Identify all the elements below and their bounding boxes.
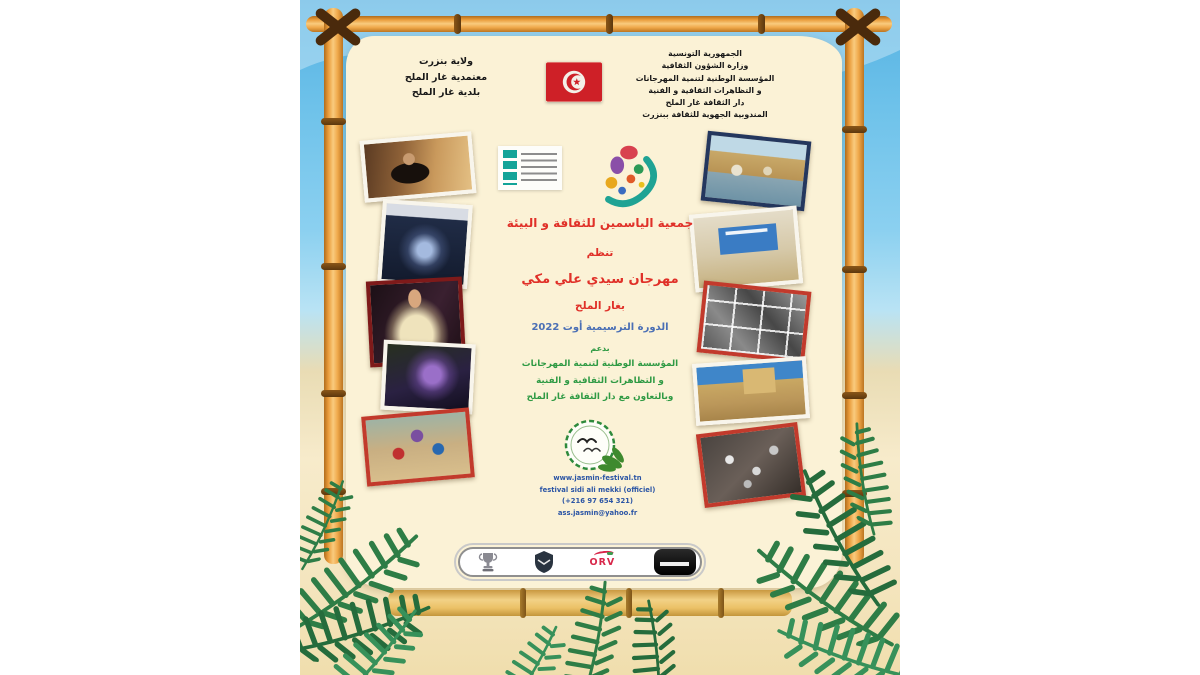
festival-poster xyxy=(300,0,900,675)
photo-night-concert xyxy=(377,199,473,289)
bamboo-node xyxy=(606,14,613,34)
contact-website: www.jasmin-festival.tn xyxy=(553,474,642,482)
ministry-line: وزارة الشؤون الثقافية xyxy=(661,61,749,71)
bamboo-node xyxy=(454,14,461,34)
festival-colorful-logo xyxy=(588,136,666,214)
orv-logo xyxy=(590,557,616,568)
bamboo-node xyxy=(758,14,765,34)
support-line: و التظاهرات الثقافية و الفنية xyxy=(536,376,664,386)
photo-stage-purple-lights xyxy=(380,340,476,415)
orv-logo-text: ORV xyxy=(589,556,616,568)
bamboo-node xyxy=(520,588,526,618)
dark-sponsor-logo xyxy=(654,549,696,575)
contact-email: ass.jasmin@yahoo.fr xyxy=(557,508,638,517)
foundation-logo-text-lines xyxy=(521,153,557,184)
bamboo-frame-top xyxy=(306,16,892,32)
palm-frond xyxy=(774,609,900,675)
ministry-line: و التظاهرات الثقافية و الفنية xyxy=(648,85,762,95)
festival-place: بغار الملح xyxy=(575,300,625,312)
organizes-label: تنظم xyxy=(586,247,614,259)
photo-singer-on-stage xyxy=(360,131,477,203)
jasmine-association-logo xyxy=(562,418,630,476)
bamboo-node xyxy=(718,588,724,618)
support-intro: بدعم xyxy=(590,344,610,353)
festival-name: مهرجان سيدي علي مكي xyxy=(521,272,679,287)
bamboo-node xyxy=(321,390,346,397)
bamboo-node xyxy=(842,266,867,273)
sponsors-bar xyxy=(458,547,702,577)
ministry-line: دار الثقافة غار الملح xyxy=(665,98,745,108)
photo-costume-parade xyxy=(361,407,475,486)
contact-block xyxy=(505,473,690,519)
bamboo-node xyxy=(842,126,867,133)
region-line: ولاية بنزرت xyxy=(419,56,473,67)
photo-culture-house-sign xyxy=(689,205,803,292)
bamboo-node xyxy=(321,118,346,125)
trophy-logo-icon xyxy=(478,551,498,573)
contact-phone: (+216 97 654 321) xyxy=(561,497,634,505)
region-authorities-block xyxy=(366,54,526,101)
ministry-line: المؤسسة الوطنية لتنمية المهرجانات xyxy=(635,73,775,83)
corner-tie-left-icon xyxy=(310,5,366,49)
tunisia-flag xyxy=(546,62,602,102)
bamboo-node xyxy=(842,392,867,399)
shield-logo-icon xyxy=(533,550,555,574)
bamboo-node xyxy=(321,263,346,270)
support-line: المؤسسة الوطنية لتنمية المهرجانات xyxy=(521,359,679,369)
foundation-logo-mark-icon xyxy=(503,150,517,185)
region-line: معتمدية غار الملح xyxy=(404,71,488,83)
region-line: بلدية غار الملح xyxy=(411,87,481,98)
contact-facebook-page: festival sidi ali mekki (officiel) xyxy=(539,485,656,494)
ministry-line: الجمهورية التونسية xyxy=(668,49,742,58)
edition-line: الدورة الترسيمية أوت 2022 xyxy=(531,322,669,333)
photo-old-fort xyxy=(692,356,810,426)
support-line: وبالتعاون مع دار الثقافة غار الملح xyxy=(526,392,674,402)
festivals-foundation-logo xyxy=(498,146,562,190)
ministry-block xyxy=(612,48,798,122)
association-name: جمعية الياسمين للثقافة و البيئة xyxy=(506,216,694,230)
ministry-line: المندوبية الجهوية للثقافة ببنزرت xyxy=(642,110,768,120)
corner-tie-right-icon xyxy=(830,5,886,49)
photo-harbor-village xyxy=(701,131,812,211)
photo-heritage-collage xyxy=(697,281,812,364)
